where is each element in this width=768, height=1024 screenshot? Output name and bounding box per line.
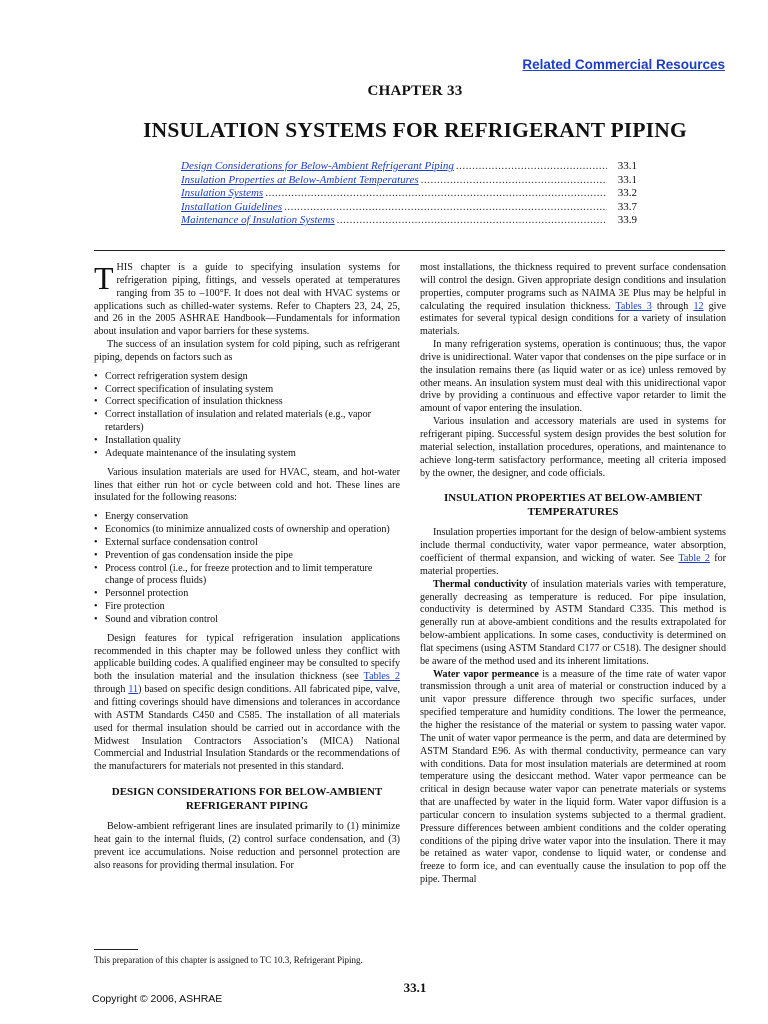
page-title: INSULATION SYSTEMS FOR REFRIGERANT PIPING [143, 118, 687, 142]
paragraph: In many refrigeration systems, operation is continuous; thus, the vapor drive is unidirectional. Water vapor that condenses on the pipe surface or in the insulation remains there (as liquid water or as ice) unless removed by other means. An insulation system must deal with this unidirectional vapor drive by providing a continuous and effective vapor retarder to limit the amount of vapor entering the insulation. [420, 339, 726, 415]
tables-3-link[interactable]: Tables 3 [615, 300, 652, 312]
table-of-contents [181, 160, 637, 228]
text: through [651, 300, 694, 312]
text: through [94, 684, 129, 696]
toc-entry[interactable] [181, 214, 637, 228]
paragraph: The success of an insulation system for cold piping, such as refrigerant piping, depends on factors such as [94, 339, 400, 363]
list-item: • Correct refrigeration system design [94, 371, 400, 384]
toc-page: 33.9 [617, 214, 637, 227]
list-item: • Economics (to minimize annualized costs of ownership and operation) [94, 524, 400, 537]
footnote: This preparation of this chapter is assigned to TC 10.3, Refrigerant Piping. [94, 955, 363, 965]
footnote-rule [94, 949, 138, 950]
right-column [420, 262, 726, 887]
copyright: Copyright © 2006, ASHRAE [92, 993, 223, 1005]
text: for material properties. [420, 553, 727, 577]
toc-page: 33.1 [617, 173, 637, 186]
paragraph [420, 579, 726, 669]
text: ) based on specific design conditions. All fabricated pipe, valve, and fitting coverings should have dimensions and tolerances in accordance with ASTM Standards C450 and C585. The installation of all materials used for thermal insulation should be carried out in accordance with the Midwest Insulation Contractors Association’s (MICA) National Commercial and Industrial Insulation Standards or the recommendations of the manufacturers for materials not presented in this standard. [94, 684, 400, 773]
paragraph [420, 527, 726, 578]
list-item: • Process control (i.e., for freeze protection and to limit temperature change of process fluids) [94, 563, 400, 589]
table-12-link[interactable]: 12 [693, 300, 704, 312]
text: give estimates for several typical design conditions for a variety of insulation materials. [420, 300, 727, 338]
run-in-heading: Thermal conductivity [433, 578, 528, 590]
toc-link[interactable]: Insulation Properties at Below-Ambient Temperatures [181, 173, 419, 186]
toc-page: 33.2 [617, 187, 637, 200]
paragraph [420, 669, 726, 887]
toc-entry[interactable] [181, 187, 637, 201]
section-heading: DESIGN CONSIDERATIONS FOR BELOW-AMBIENT REFRIGERANT PIPING [111, 786, 383, 812]
list-item: • Personnel protection [94, 588, 400, 601]
drop-cap: T [94, 260, 114, 296]
list-item: • Sound and vibration control [94, 614, 400, 627]
intro-paragraph [94, 262, 400, 339]
paragraph [94, 633, 400, 774]
page-number: 33.1 [403, 980, 427, 995]
factors-list [94, 371, 400, 461]
tables-2-link[interactable]: Tables 2 [363, 671, 400, 683]
list-item: • Correct specification of insulation thickness [94, 396, 400, 409]
text: of insulation materials varies with temperature, generally decreasing as temperature is reduced. For pipe insulation, conductivity is determined by ASTM Standard C335. This method is generally run at above-ambient conditions and the results extrapolated for below-ambient applications. In some cases, conductivity is determined on flat specimens (using ASTM Standard C177 or C518). The designer should be aware of the method used and its inherent limitations. [420, 578, 726, 667]
paragraph: Various insulation materials are used for HVAC, steam, and hot-water lines that either run hot or cycle between cold and hot. These lines are insulated for the following reasons: [94, 466, 400, 504]
intro-text: HIS chapter is a guide to specifying insulation systems for refrigeration piping, fittings, and vessels operated at temperatures ranging from 35 to –100°F. It does not deal with HVAC systems or applications such as chilled-water systems. Refer to Chapters 23, 24, 25, and 26 in the 2005 ASHRAE Handbook—Fundamentals for information about insulation and vapor barriers for these systems. [94, 262, 400, 338]
paragraph: Various insulation and accessory materials are used in systems for refrigerant piping. Successful system design provides the best solution for material selection, installation procedures, operations, and maintenance to achieve long-term satisfactory performance, meeting all criteria imposed by the owner, the designer, and code officials. [420, 416, 726, 479]
table-2-link[interactable]: Table 2 [678, 553, 710, 565]
text: Insulation properties important for the design of below-ambient systems include thermal conductivity, water vapor permeance, water absorption, coefficient of thermal expansion, and wicking of water. See [420, 527, 726, 565]
list-item: • Fire protection [94, 601, 400, 614]
table-11-link[interactable]: 11 [128, 684, 139, 696]
toc-entry[interactable] [181, 160, 637, 174]
toc-link[interactable]: Installation Guidelines [181, 200, 283, 213]
chapter-number: CHAPTER 33 [367, 83, 463, 99]
text: is a measure of the time rate of water vapor transmission through a unit area of material or construction induced by a unit vapor pressure difference through two specific surfaces, under specified temperature and humidity conditions. The lower the permeance, the higher the resistance of the material or system to passing water vapor. The unit of water vapor permeance is the perm, and data are determined by ASTM Standard E96. As with thermal conductivity, permeance can vary with conditions. Data for most insulation materials are determined at room temperature using the desiccant method. Water vapor permeance can be critical in design because water vapor can penetrate materials or systems that are unaffected by water in the liquid form. Water vapor diffusion is a particular concern to insulation systems subjected to a thermal gradient. Pressure differences between ambient conditions and the colder operating conditions of the piping drive water vapor into the insulation. There it may be retained as water vapor, condense to liquid water, or condense and freeze to form ice, and can eventually cause the insulation to pop off the pipe. Thermal [420, 668, 727, 886]
toc-entry[interactable] [181, 174, 637, 188]
text: most installations, the thickness required to prevent surface condensation will control the design. Given appropriate design conditions and insulation properties, computer programs such as NAIMA 3E Plus may be helpful in calculating the required insulation thickness. [420, 262, 726, 312]
left-column [94, 262, 400, 872]
text: Design features for typical refrigeration insulation applications recommended in this chapter may be followed unless they conflict with applicable building codes. A qualified engineer may be consulted to specify both the insulation material and the insulation thickness (see [94, 632, 400, 683]
toc-page: 33.1 [617, 160, 637, 172]
section-heading: INSULATION PROPERTIES AT BELOW-AMBIENT TEMPERATURES [443, 492, 703, 518]
list-item: • Energy conservation [94, 511, 400, 524]
list-item: • Correct installation of insulation and related materials (e.g., vapor retarders) [94, 409, 400, 435]
run-in-heading: Water vapor permeance [433, 668, 539, 680]
related-resources-link[interactable]: Related Commercial Resources [522, 57, 725, 72]
reasons-list [94, 511, 400, 627]
toc-entry[interactable] [181, 201, 637, 215]
header-rule [94, 250, 725, 251]
toc-link[interactable]: Insulation Systems [181, 187, 264, 200]
toc-page: 33.7 [617, 200, 637, 213]
list-item: • Prevention of gas condensation inside the pipe [94, 550, 400, 563]
toc-link[interactable]: Maintenance of Insulation Systems [181, 214, 335, 227]
list-item: • External surface condensation control [94, 537, 400, 550]
list-item: • Installation quality [94, 435, 400, 448]
list-item: • Correct specification of insulating system [94, 384, 400, 397]
paragraph: Below-ambient refrigerant lines are insulated primarily to (1) minimize heat gain to the internal fluids, (2) control surface condensation, and (3) prevent ice accumulations. Noise reduction and personnel protection are also reasons for providing thermal insulation. For [94, 821, 400, 871]
paragraph [420, 262, 726, 339]
list-item: • Adequate maintenance of the insulating system [94, 448, 400, 461]
toc-link[interactable]: Design Considerations for Below-Ambient Refrigerant Piping [181, 160, 454, 172]
